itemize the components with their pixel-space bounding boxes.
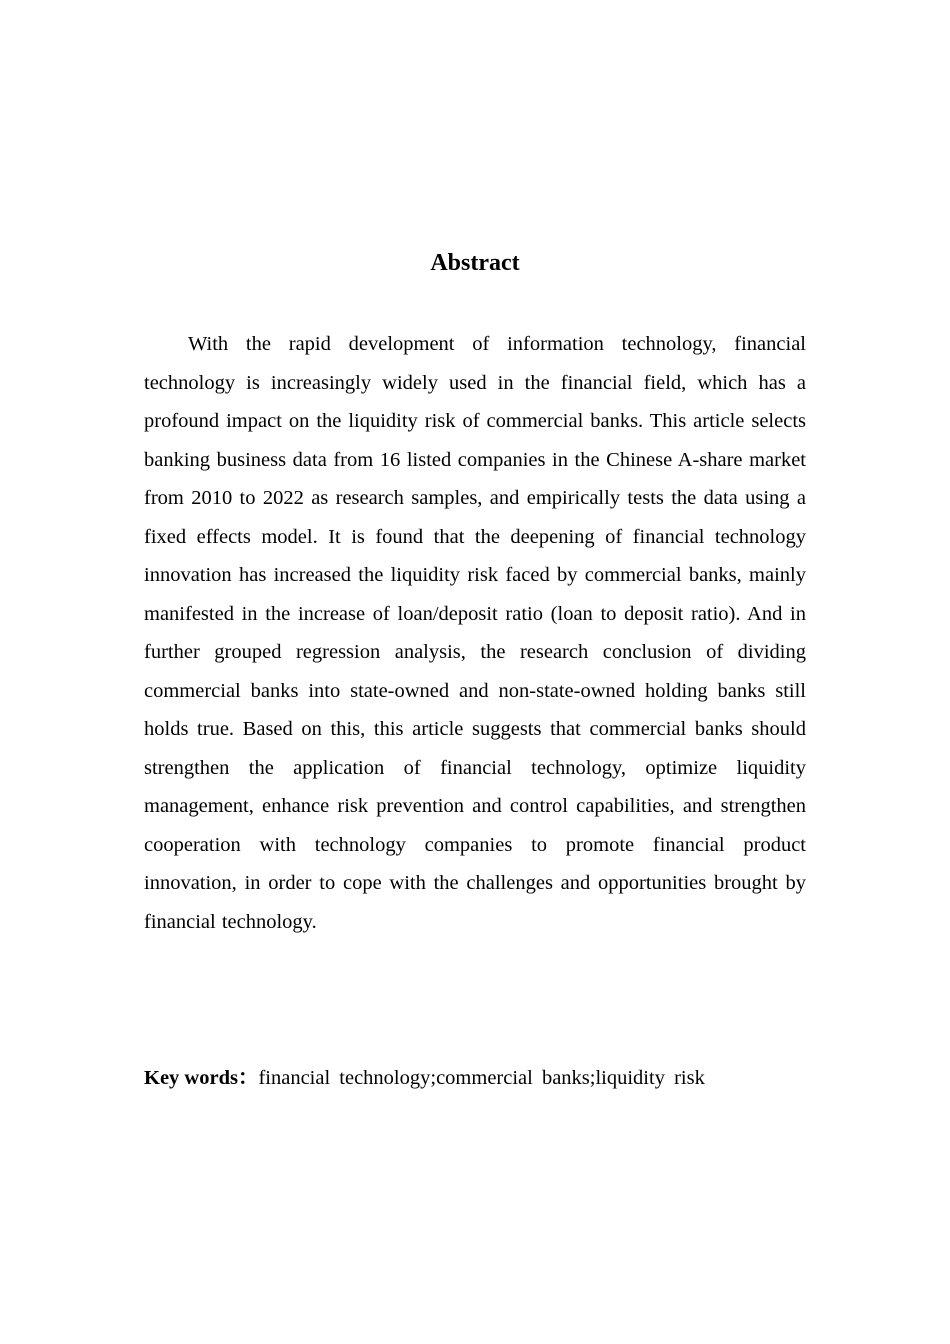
abstract-title: Abstract — [430, 250, 520, 276]
abstract-body: With the rapid development of information technology, financial technology is increasingly widely used in the financial field, which has a profound impact on the liquidity risk of commercial banks. This article selects banking business data from 16 listed companies in the Chinese A-share market from 2010 to 2022 as research samples, and empirically tests the data using a fixed effects model. It is found that the deepening of financial technology innovation has increased the liquidity risk faced by commercial banks, mainly manifested in the increase of loan/deposit ratio (loan to deposit ratio). And in further grouped regression analysis, the research conclusion of dividing commercial banks into state-owned and non-state-owned holding banks still holds true. Based on this, this article suggests that commercial banks should strengthen the application of financial technology, optimize liquidity management, enhance risk prevention and control capabilities, and strengthen cooperation with technology companies to promote financial product innovation, in order to cope with the challenges and opportunities brought by financial technology. — [144, 333, 806, 933]
keywords-line — [144, 1059, 844, 1098]
keywords-label: Key words： — [144, 1067, 259, 1089]
keywords-text: financial technology;commercial banks;liquidity risk — [258, 1067, 705, 1089]
